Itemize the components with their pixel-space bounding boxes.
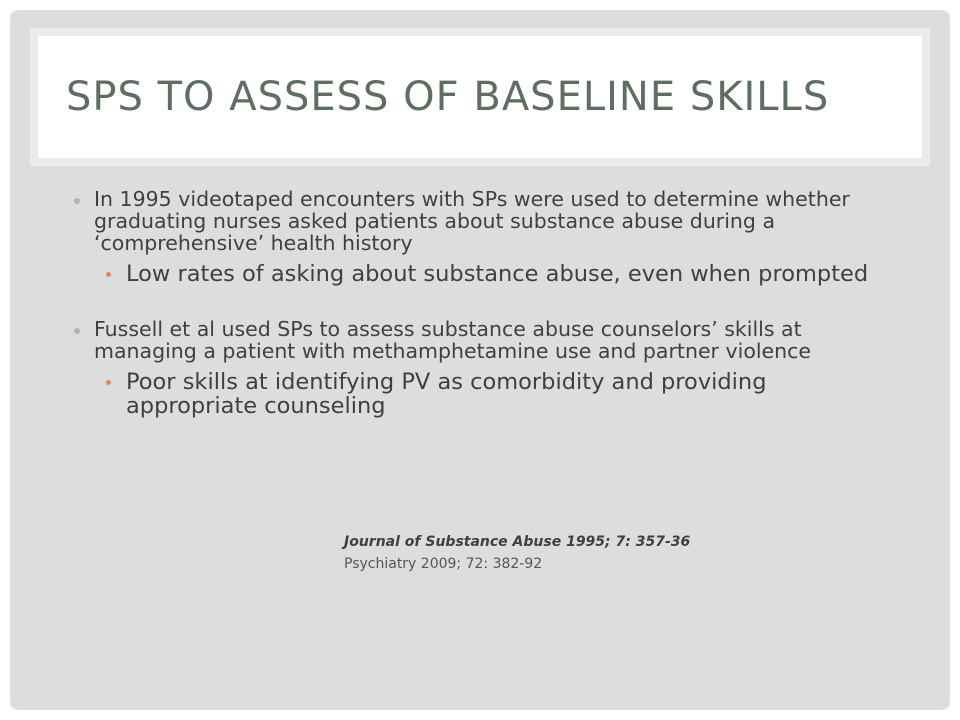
bullet-point: In 1995 videotaped encounters with SPs were used to determine whether graduating nurses asked patients about substance abuse during a ‘comprehensive’ health history — [70, 188, 890, 254]
slide-content — [70, 188, 890, 418]
reference-psychiatry: Psychiatry 2009; 72: 382-92 — [344, 556, 543, 572]
title-box — [30, 28, 930, 166]
slide-title: SPS TO ASSESS OF BASELINE SKILLS — [66, 74, 830, 120]
slide — [10, 10, 950, 710]
reference-journal-substance-abuse: Journal of Substance Abuse 1995; 7: 357-36 — [344, 534, 691, 550]
sub-bullet-point: Poor skills at identifying PV as comorbidity and providing appropriate counseling — [104, 370, 890, 418]
bullet-point: Fussell et al used SPs to assess substance abuse counselors’ skills at managing a patient with methamphetamine use and partner violence — [70, 318, 890, 362]
sub-bullet-point: Low rates of asking about substance abuse, even when prompted — [104, 262, 890, 286]
bullet-spacer — [70, 286, 890, 318]
